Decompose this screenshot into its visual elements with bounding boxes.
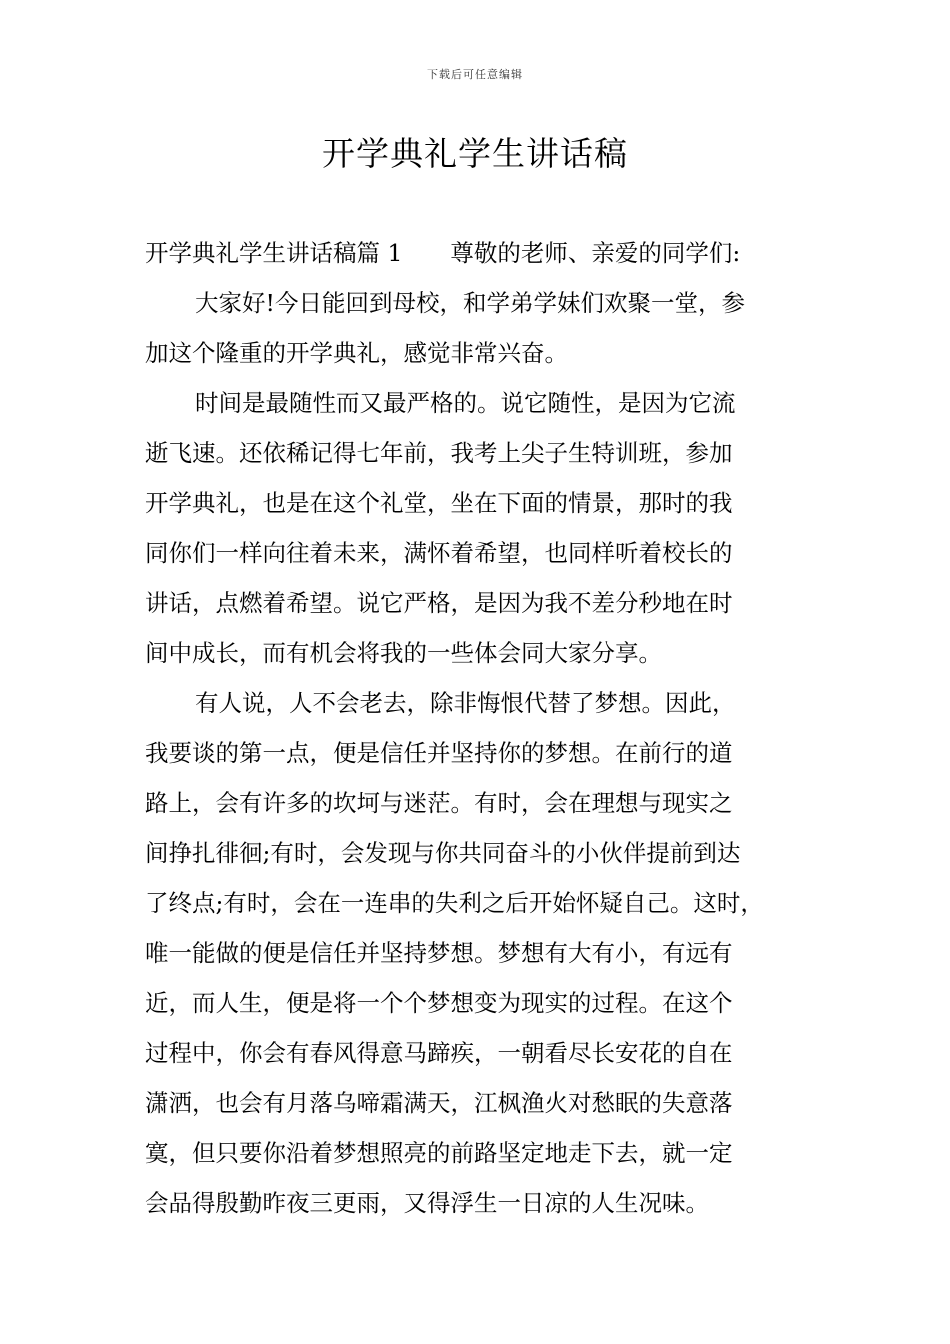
paragraph-line: 近，而人生，便是将一个个梦想变为现实的过程。在这个: [145, 989, 733, 1017]
paragraph-line: 潇洒，也会有月落乌啼霜满天，江枫渔火对愁眠的失意落: [145, 1089, 733, 1117]
heading-line: [145, 228, 825, 278]
page-title: 开学典礼学生讲话稿: [322, 134, 628, 173]
part-label: 开学典礼学生讲话稿篇 1: [145, 239, 403, 267]
document-body: [145, 228, 825, 1228]
paragraph-line: 加这个隆重的开学典礼，感觉非常兴奋。: [145, 339, 568, 367]
paragraph-line: 间中成长，而有机会将我的一些体会同大家分享。: [145, 639, 662, 667]
paragraph-line: 我要谈的第一点，便是信任并坚持你的梦想。在前行的道: [145, 739, 733, 767]
paragraph-line: 间挣扎徘徊;有时，会发现与你共同奋斗的小伙伴提前到达: [145, 839, 741, 867]
paragraph-line: 有人说，人不会老去，除非悔恨代替了梦想。因此，: [195, 689, 736, 717]
paragraph-line: 同你们一样向往着未来，满怀着希望，也同样听着校长的: [145, 539, 733, 567]
paragraph-line: 唯一能做的便是信任并坚持梦想。梦想有大有小，有远有: [145, 939, 733, 967]
paragraph-line: 路上，会有许多的坎坷与迷茫。有时，会在理想与现实之: [145, 789, 733, 817]
paragraph-line: 时间是最随性而又最严格的。说它随性，是因为它流: [195, 389, 736, 417]
paragraph-line: 讲话，点燃着希望。说它严格，是因为我不差分秒地在时: [145, 589, 733, 617]
paragraph-line: 逝飞速。还依稀记得七年前，我考上尖子生特训班，参加: [145, 439, 733, 467]
paragraph-line: 会品得殷勤昨夜三更雨，又得浮生一日凉的人生况味。: [145, 1189, 709, 1217]
paragraph-line: 了终点;有时，会在一连串的失利之后开始怀疑自己。这时，: [145, 889, 764, 917]
paragraph-line: 过程中，你会有春风得意马蹄疾，一朝看尽长安花的自在: [145, 1039, 733, 1067]
paragraph-line: 大家好!今日能回到母校，和学弟学妹们欢聚一堂，参: [195, 289, 745, 317]
salutation: 尊敬的老师、亲爱的同学们:: [450, 239, 741, 267]
paragraph-line: 开学典礼，也是在这个礼堂，坐在下面的情景，那时的我: [145, 489, 733, 517]
paragraph-line: 寞，但只要你沿着梦想照亮的前路坚定地走下去，就一定: [145, 1139, 733, 1167]
header-note: 下载后可任意编辑: [427, 68, 523, 81]
